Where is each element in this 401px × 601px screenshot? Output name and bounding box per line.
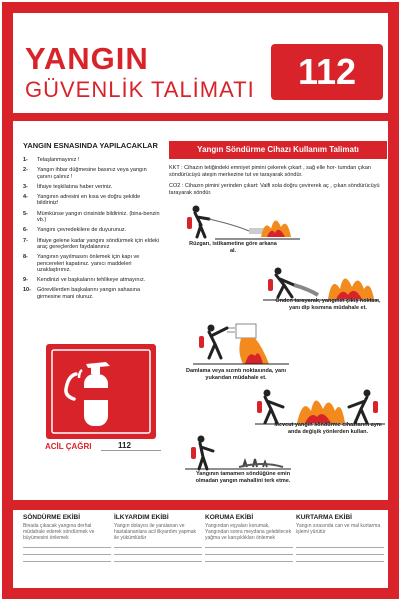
step-text: Görevlilerden başkalarını yangın sahasına girmesine mani olunuz. [37,287,141,300]
step-text: Telaşlanmayınız ! [37,157,80,163]
team-description: Yangın dolayısı ile yaralanan ve hastalananlara acil ilkyardım yapmak ile yükümlüdür [114,523,196,541]
team-fill-line [23,547,111,554]
during-fire-step [23,227,163,233]
extinguisher-usage-title: Yangın Söndürme Cihazı Kullanım Talimatı [169,141,387,159]
emergency-call-line [101,450,161,451]
step-text: Mümkünse yangın cinsinide bildiriniz. (bina-benzin vb.) [37,210,160,224]
team-description: Binada çıkacak yangına derhal müdahale ederek söndürmek ve büyümesini önlemek [23,523,95,541]
figure-leak-above [191,318,291,368]
step-number: 2- [23,167,28,174]
fire-extinguisher-sign [46,344,156,439]
step-number: 7- [23,237,28,244]
step-number: 6- [23,227,28,234]
during-fire-step [23,167,163,180]
caption-wind: Rüzgarı, istikametine göre arkana al. [189,241,277,254]
team-fill-line [114,561,202,568]
caption-ensure: Yangının tamamen söndüğüne emin olmadan yangın mahallini terk etme. [195,471,291,484]
kkt-instruction: KKT : Cihazın tetiğindeki emniyet pimini çekerek çıkart , sağ elle hor- tumdan çıkan söndürücüyü ateşin merkezine tut ve tarayarak söndür. [169,165,371,178]
step-number: 5- [23,210,28,217]
emergency-call-label: ACİL ÇAĞRI [45,442,92,451]
step-number: 8- [23,254,28,261]
figure-wind-direction [175,203,305,243]
team-description: Yangın sırasında can ve mal kurtarma işlemi yürütür [296,523,381,535]
caption-leak: Damlama veya sızıntı noktasında, yanı yukarıdan müdahale et. [186,368,286,381]
team-description: Yangından eşyaları korumak, Yangından sonra meydana gelebilecek yağma ve karışıklıkları önlemek [205,523,292,541]
step-text: Yangının yayılmasını önlemek için kapı ve pencereleri kapatınız. yanıcı maddeleri uzaklaştırınız. [37,254,140,273]
during-fire-step [23,211,163,224]
team-rescue [296,514,384,568]
step-number: 3- [23,183,28,190]
poster-title: YANGIN [25,41,149,76]
step-text: Yangını çevredekilere de duyurunuz. [37,227,127,234]
team-fill-line [114,547,202,554]
team-fill-line [205,561,293,568]
top-divider [13,113,388,121]
team-fill-line [296,561,384,568]
step-text: İtfaiye teşkilatına haber veriniz. [37,183,113,190]
team-name: KORUMA EKİBİ [205,514,254,521]
team-fill-line [296,554,384,561]
during-fire-step [23,238,163,251]
figure-ensure-extinguished [183,431,293,473]
caption-multiple: Mevcut yangın söndürme cihazlarını aynı anda değişik yönlerden kullan. [274,422,382,435]
team-fill-line [23,561,111,568]
during-fire-section [23,141,163,304]
team-first-aid [114,514,202,568]
during-fire-step [23,194,163,207]
team-name: SÖNDÜRME EKİBİ [23,514,81,521]
emergency-number-badge: 112 [271,44,383,100]
during-fire-step [23,287,163,300]
during-fire-step [23,184,163,190]
bottom-divider [13,500,388,510]
team-fill-line [205,554,293,561]
team-fill-line [23,554,111,561]
team-name: KURTARMA EKİBİ [296,514,352,521]
team-name: İLKYARDIM EKİBİ [114,514,169,521]
emergency-call-number: 112 [118,441,131,450]
caption-sweep: Önden tarayarak, yangının çıkış noktası, yanı dip kısmına müdahale et. [275,298,381,311]
during-fire-step [23,157,163,163]
team-fill-line [296,547,384,554]
team-extinguishing [23,514,111,568]
safety-poster [2,2,399,599]
co2-instruction: CO2 : Cihazın pimini yerinden çıkart: Valfi sola doğru çevirerek aç , çıkan söndürücüyü tarayarak söndür. [169,183,380,196]
team-protection [205,514,293,568]
step-text: Kendinizi ve başkalarını tehlikeye atmayınız. [37,277,146,284]
fire-extinguisher-icon [46,344,156,439]
poster-subtitle: GÜVENLİK TALİMATI [25,77,255,102]
figure-sweep-base [258,263,383,303]
step-text: İtfaiye gelene kadar yangını söndürmek için eldeki araç gereçlerden faydalanınız [37,237,159,250]
step-number: 1- [23,157,28,163]
step-number: 10- [23,287,31,294]
during-fire-steps [23,157,163,300]
step-number: 9- [23,277,28,284]
during-fire-step [23,254,163,273]
during-fire-step [23,277,163,283]
team-fill-line [114,554,202,561]
step-text: Yangın ihbar düğmesine basınız veya yangın çanını çalınız ! [37,167,147,180]
step-number: 4- [23,194,28,201]
step-text: Yangının adresini en kısa ve doğru şekilde bildiriniz! [37,194,141,207]
during-fire-title: YANGIN ESNASINDA YAPILACAKLAR [23,141,158,150]
team-fill-line [205,547,293,554]
